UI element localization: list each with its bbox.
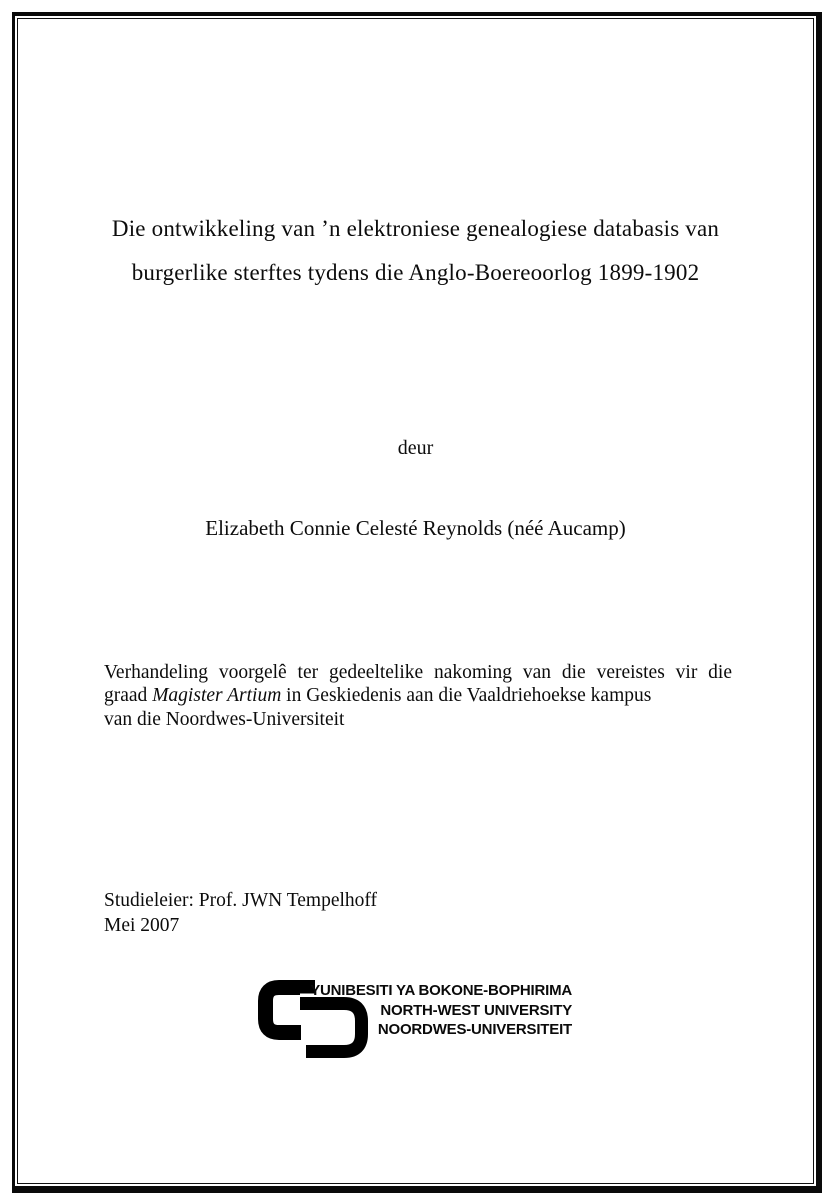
logo-line-english: NORTH-WEST UNIVERSITY	[380, 1001, 572, 1019]
submission-line2-suffix: in Geskiedenis aan die Vaaldriehoekse kampus	[281, 685, 652, 707]
supervisor-block	[104, 888, 377, 938]
logo-line-setswana: YUNIBESITI YA BOKONE-BOPHIRIMA	[310, 982, 572, 999]
submission-statement	[104, 661, 732, 731]
thesis-title-line1: Die ontwikkeling van ’n elektroniese genealogiese databasis van	[111, 216, 720, 241]
submission-line3: van die Noordwes-Universiteit	[104, 708, 345, 730]
thesis-title-line2: burgerlike sterftes tydens die Anglo-Boereoorlog 1899-1902	[131, 260, 700, 285]
submission-date: Mei 2007	[104, 915, 180, 936]
supervisor-name: Studieleier: Prof. JWN Tempelhoff	[104, 890, 378, 911]
submission-line1: Verhandeling voorgelê ter gedeeltelike nakoming van die vereistes vir die	[104, 662, 732, 683]
degree-name: Magister Artium	[152, 685, 282, 707]
submission-line2-prefix: graad	[104, 685, 153, 707]
submission-line2	[104, 684, 732, 707]
byline-label: deur	[397, 437, 434, 459]
thesis-title	[60, 207, 771, 295]
university-logo	[256, 978, 574, 1062]
author-name: Elizabeth Connie Celesté Reynolds (néé Aucamp)	[205, 516, 626, 540]
logo-line-afrikaans: NOORDWES-UNIVERSITEIT	[377, 1021, 572, 1038]
university-logo-text	[310, 981, 572, 1040]
